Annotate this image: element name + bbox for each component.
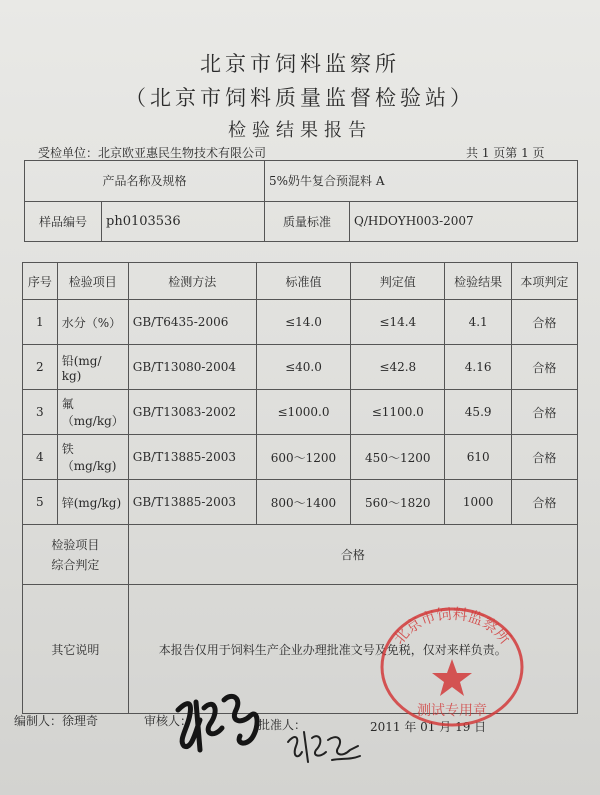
page-number: 共 1 页第 1 页 xyxy=(466,146,545,160)
judgment-value: ≤14.4 xyxy=(351,300,445,345)
header-cell: 序号 xyxy=(23,263,58,300)
header-cell: 检验项目 xyxy=(57,263,128,300)
table-header-row xyxy=(23,263,578,300)
client-name: 北京欧亚惠民生物技术有限公司 xyxy=(98,146,267,160)
judgment-value: 560～1820 xyxy=(351,480,445,525)
item-verdict: 合格 xyxy=(511,300,577,345)
standard-value: 800～1400 xyxy=(256,480,350,525)
standard-value: ≤1000.0 xyxy=(256,390,350,435)
overall-label xyxy=(23,525,129,585)
editor-label: 编制人： xyxy=(14,714,63,728)
reviewer-label: 审核人： xyxy=(144,714,193,728)
row-index: 4 xyxy=(23,435,58,480)
test-method: GB/T13083-2002 xyxy=(128,390,256,435)
seal-bottom-text: 测试专用章 xyxy=(417,703,487,719)
overall-label-line2: 综合判定 xyxy=(51,557,100,572)
header-cell: 标准值 xyxy=(256,263,350,300)
test-item: 氟（mg/kg） xyxy=(57,390,128,435)
table-row xyxy=(23,300,578,345)
report-date: 2011 年 01 月 19 日 xyxy=(370,720,487,734)
standard-value: ≤40.0 xyxy=(256,345,350,390)
sample-number: ph0103536 xyxy=(102,201,265,242)
overall-row xyxy=(23,525,578,585)
approver-signature xyxy=(284,722,364,768)
editor-line xyxy=(14,712,98,729)
row-index: 1 xyxy=(23,300,58,345)
row-index: 5 xyxy=(23,480,58,525)
judgment-value: 450～1200 xyxy=(351,435,445,480)
item-verdict: 合格 xyxy=(511,480,577,525)
judgment-value: ≤42.8 xyxy=(351,345,445,390)
header-cell: 检测方法 xyxy=(128,263,256,300)
product-info-table xyxy=(24,160,578,242)
client-line xyxy=(38,144,266,161)
test-item: 铅(mg/ kg) xyxy=(57,345,128,390)
overall-label-line1: 检验项目 xyxy=(51,537,100,552)
test-result: 610 xyxy=(445,435,511,480)
header-cell: 检验结果 xyxy=(445,263,511,300)
table-row xyxy=(23,390,578,435)
table-row xyxy=(23,480,578,525)
test-method: GB/T6435-2006 xyxy=(128,300,256,345)
standard-value: 600～1200 xyxy=(256,435,350,480)
test-result: 4.16 xyxy=(445,345,511,390)
notes-text: 本报告仅用于饲料生产企业办理批准文号及免税，仅对来样负责。 xyxy=(128,585,577,714)
header-cell: 本项判定 xyxy=(511,263,577,300)
test-item: 水分（%） xyxy=(57,300,128,345)
product-label: 产品名称及规格 xyxy=(25,161,265,202)
sample-label: 样品编号 xyxy=(25,201,102,242)
official-seal xyxy=(376,603,528,729)
test-method: GB/T13080-2004 xyxy=(128,345,256,390)
report-title: 北京市饲料监察所 xyxy=(200,52,400,76)
judgment-value: ≤1100.0 xyxy=(351,390,445,435)
table-row xyxy=(23,435,578,480)
item-verdict: 合格 xyxy=(511,435,577,480)
test-result: 4.1 xyxy=(445,300,511,345)
test-method: GB/T13885-2003 xyxy=(128,435,256,480)
seal-star-icon xyxy=(432,659,472,696)
report-subtitle: （北京市饲料质量监督检验站） xyxy=(125,86,475,110)
report-heading: 检验结果报告 xyxy=(228,120,372,141)
product-name: 5%奶牛复合预混料 A xyxy=(264,161,577,202)
row-index: 2 xyxy=(23,345,58,390)
seal-top-text: 北京市饲料监察所 xyxy=(389,604,515,648)
standard-value: Q/HDOYH003-2007 xyxy=(349,201,577,242)
editor-name: 徐理奇 xyxy=(62,714,99,728)
test-item: 锌(mg/kg) xyxy=(57,480,128,525)
standard-value: ≤14.0 xyxy=(256,300,350,345)
table-row xyxy=(23,345,578,390)
header-cell: 判定值 xyxy=(351,263,445,300)
test-result: 1000 xyxy=(445,480,511,525)
row-index: 3 xyxy=(23,390,58,435)
standard-label: 质量标准 xyxy=(264,201,349,242)
test-item: 铁（mg/kg) xyxy=(57,435,128,480)
test-result: 45.9 xyxy=(445,390,511,435)
client-label: 受检单位： xyxy=(38,146,99,160)
notes-label: 其它说明 xyxy=(23,585,129,714)
approver-label: 批准人： xyxy=(258,718,307,732)
svg-text:北京市饲料监察所 xyxy=(390,605,515,648)
overall-verdict: 合格 xyxy=(128,525,577,585)
item-verdict: 合格 xyxy=(511,345,577,390)
item-verdict: 合格 xyxy=(511,390,577,435)
test-method: GB/T13885-2003 xyxy=(128,480,256,525)
reviewer-signature xyxy=(170,680,270,760)
